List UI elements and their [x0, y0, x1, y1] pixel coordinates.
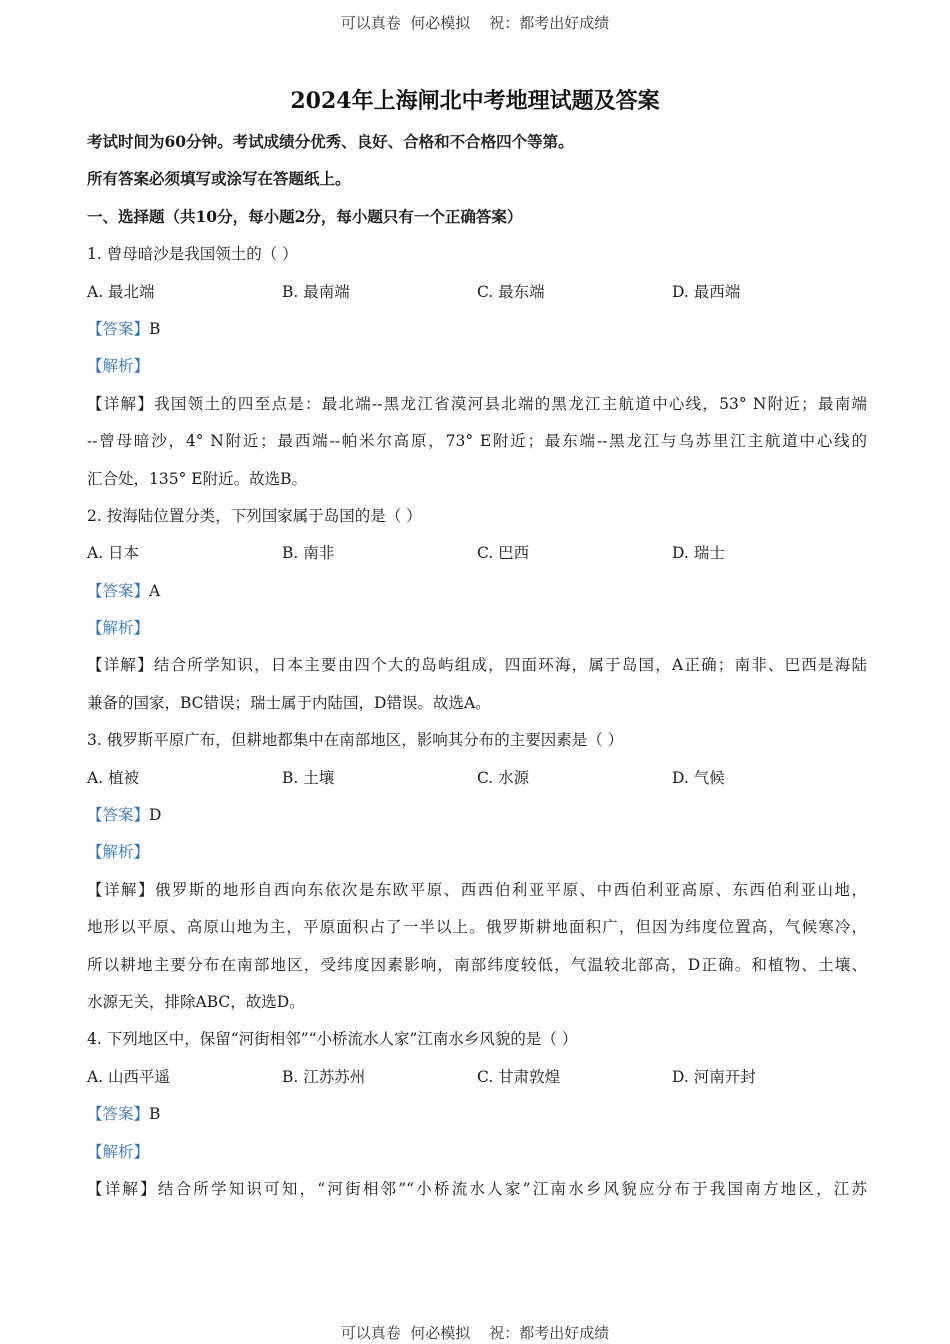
option-a: A. 日本 [87, 544, 140, 563]
answer-value: B [149, 1105, 161, 1124]
detail-line [87, 875, 867, 912]
answer-label: 【答案】 [87, 581, 150, 600]
question-options [87, 538, 867, 575]
option-d: D. 气候 [672, 768, 725, 787]
question-options [87, 277, 867, 314]
detail-label: 【详解】 [87, 394, 155, 413]
detail-text: 结合所学知识可知，“河街相邻”“小桥流水人家”江南水乡风貌应分布于我国南方地区，江苏 [157, 1179, 867, 1198]
detail-label: 【详解】 [87, 1179, 158, 1198]
analysis-line [87, 613, 867, 650]
question-2 [87, 501, 867, 725]
page-header: 可以真卷 何必模拟 祝：都考出好成绩 [340, 14, 610, 32]
detail-label: 【详解】 [87, 880, 155, 899]
exam-info-time: 考试时间为60分钟。考试成绩分优秀、良好、合格和不合格四个等第。 [87, 132, 574, 151]
answer-value: B [149, 319, 161, 338]
page-footer: 可以真卷 何必模拟 祝：都考出好成绩 [340, 1324, 610, 1342]
answer-label: 【答案】 [87, 319, 150, 338]
option-b: B. 江苏苏州 [282, 1067, 366, 1086]
option-b: B. 土壤 [282, 768, 335, 787]
answer-line [87, 576, 867, 613]
option-c: C. 水源 [477, 768, 530, 787]
detail-line: 兼备的国家，BC错误；瑞士属于内陆国，D错误。故选A。 [87, 693, 491, 712]
option-c: C. 最东端 [477, 282, 545, 301]
option-c: C. 甘肃敦煌 [477, 1067, 561, 1086]
option-d: D. 最西端 [672, 282, 741, 301]
question-stem: 4. 下列地区中，保留“河街相邻”“小桥流水人家”江南水乡风貌的是（ ） [87, 1030, 578, 1049]
analysis-line [87, 837, 867, 874]
question-3 [87, 725, 867, 1024]
exam-info-answer-sheet: 所有答案必须填写或涂写在答题纸上。 [87, 169, 351, 189]
option-b: B. 最南端 [282, 282, 350, 301]
detail-label: 【详解】 [87, 656, 154, 675]
detail-line [87, 1174, 867, 1211]
detail-line: --曾母暗沙，4° N附近；最西端--帕米尔高原，73° E附近；最东端--黑龙江与乌苏里江主航道中心线的 [87, 432, 867, 451]
option-a: A. 植被 [87, 768, 140, 787]
page-title: 2024年上海闸北中考地理试题及答案 [290, 88, 660, 114]
answer-label: 【答案】 [87, 1105, 150, 1124]
question-options [87, 763, 867, 800]
analysis-label: 【解析】 [87, 357, 150, 376]
option-a: A. 最北端 [87, 282, 155, 301]
option-d: D. 瑞士 [672, 544, 725, 563]
question-1 [87, 239, 867, 501]
question-stem: 2. 按海陆位置分类，下列国家属于岛国的是（ ） [87, 506, 422, 525]
detail-text: 俄罗斯的地形自西向东依次是东欧平原、西西伯利亚平原、中西伯利亚高原、东西伯利亚山地， [154, 880, 867, 899]
option-d: D. 河南开封 [672, 1067, 756, 1086]
answer-value: D [149, 806, 162, 825]
question-4 [87, 1024, 867, 1211]
detail-line [87, 650, 867, 687]
answer-line [87, 314, 867, 351]
option-c: C. 巴西 [477, 544, 530, 563]
answer-line [87, 1099, 867, 1136]
document-body [87, 127, 867, 1211]
detail-text: 我国领土的四至点是：最北端--黑龙江省漠河县北端的黑龙江主航道中心线，53° N附近；最南端 [154, 394, 867, 413]
detail-line: 水源无关，排除ABC，故选D。 [87, 992, 305, 1011]
answer-value: A [149, 581, 161, 600]
detail-line: 汇合处，135° E附近。故选B。 [87, 469, 307, 488]
question-stem: 3. 俄罗斯平原广布，但耕地都集中在南部地区，影响其分布的主要因素是（ ） [87, 731, 624, 750]
question-stem: 1. 曾母暗沙是我国领土的（ ） [87, 245, 298, 264]
option-b: B. 南非 [282, 544, 335, 563]
option-a: A. 山西平遥 [87, 1067, 171, 1086]
detail-line: 所以耕地主要分布在南部地区，受纬度因素影响，南部纬度较低，气温较北部高，D正确。和植物、土壤、 [87, 955, 867, 974]
analysis-label: 【解析】 [87, 843, 150, 862]
question-options [87, 1062, 867, 1099]
detail-text: 结合所学知识，日本主要由四个大的岛屿组成，四面环海，属于岛国，A正确；南非、巴西是海陆 [153, 656, 867, 675]
answer-line [87, 800, 867, 837]
answer-label: 【答案】 [87, 806, 150, 825]
analysis-line [87, 1137, 867, 1174]
detail-line [87, 389, 867, 426]
analysis-label: 【解析】 [87, 1142, 150, 1161]
detail-line: 地形以平原、高原山地为主，平原面积占了一半以上。俄罗斯耕地面积广，但因为纬度位置高，气候寒冷， [87, 918, 867, 937]
section-heading: 一、选择题（共10分，每小题2分，每小题只有一个正确答案） [87, 206, 523, 226]
analysis-line [87, 351, 867, 388]
analysis-label: 【解析】 [87, 619, 150, 638]
